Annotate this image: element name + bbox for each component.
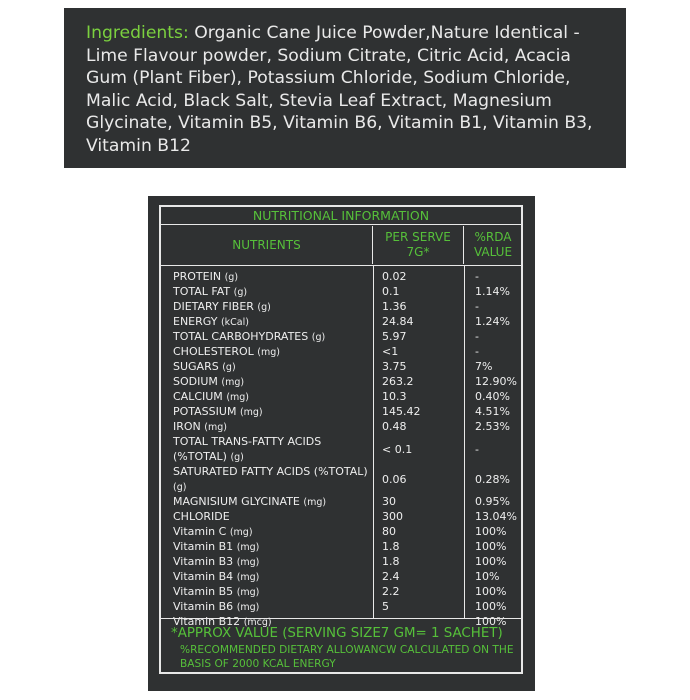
table-row xyxy=(161,269,521,284)
rda-value: 1.14% xyxy=(475,285,510,298)
nutrient-label: SODIUM xyxy=(173,375,218,388)
nutrient-name xyxy=(173,584,369,600)
per-serve-value: 263.2 xyxy=(382,375,414,388)
table-row xyxy=(161,389,521,404)
nutrient-label: Vitamin B12 xyxy=(173,615,241,628)
nutrient-name xyxy=(173,404,369,420)
nutrient-name xyxy=(173,299,369,315)
ingredients-label: Ingredients: xyxy=(86,23,189,43)
nutrient-unit: (g) xyxy=(230,452,244,463)
rda-value: - xyxy=(475,345,479,358)
rda-value: 100% xyxy=(475,540,507,553)
per-serve-value: 300 xyxy=(382,510,403,523)
table-row xyxy=(161,284,521,299)
nutrient-name xyxy=(173,464,369,495)
nutrition-panel xyxy=(148,196,535,691)
nutrient-label: MAGNISIUM GLYCINATE xyxy=(173,495,300,508)
rda-value: 1.24% xyxy=(475,315,510,328)
column-header-per-serve xyxy=(373,226,464,264)
nutrient-label: Vitamin B5 xyxy=(173,585,234,598)
nutrient-label: CHLORIDE xyxy=(173,510,230,523)
per-serve-value: 0.06 xyxy=(382,473,407,486)
per-serve-value: 2.2 xyxy=(382,585,400,598)
nutrient-name xyxy=(173,599,369,615)
rda-value: 12.90% xyxy=(475,375,517,388)
footer-divider xyxy=(161,618,521,619)
nutrient-label: CALCIUM xyxy=(173,390,223,403)
footnote-rda-basis: %RECOMMENDED DIETARY ALLOWANCW CALCULATED ON THE BASIS OF 2000 KCAL ENERGY xyxy=(180,644,514,670)
nutrient-name xyxy=(173,269,369,285)
per-serve-value: 80 xyxy=(382,525,396,538)
nutrient-label: IRON xyxy=(173,420,201,433)
per-serve-value: 0.48 xyxy=(382,420,407,433)
column-header-nutrients: NUTRIENTS xyxy=(161,226,373,264)
nutrient-name xyxy=(173,374,369,390)
nutrient-label: TOTAL FAT xyxy=(173,285,231,298)
rda-value: 2.53% xyxy=(475,420,510,433)
per-serve-value: 24.84 xyxy=(382,315,414,328)
per-serve-value: 5.97 xyxy=(382,330,407,343)
per-serve-value: 5 xyxy=(382,600,389,613)
rda-value: 100% xyxy=(475,600,507,613)
rda-value: 10% xyxy=(475,570,500,583)
ingredients-panel xyxy=(64,8,626,168)
nutrient-label: Vitamin C xyxy=(173,525,227,538)
per-serve-value: 0.1 xyxy=(382,285,400,298)
nutrient-label: SATURATED FATTY ACIDS (%TOTAL) xyxy=(173,465,368,478)
nutrient-label: Vitamin B1 xyxy=(173,540,234,553)
column-header-rda xyxy=(464,226,522,264)
nutrient-unit: (mg) xyxy=(236,602,260,613)
nutrient-unit: (g) xyxy=(173,482,187,493)
per-serve-value: <1 xyxy=(382,345,399,358)
table-row xyxy=(161,464,521,494)
nutrition-rows xyxy=(161,269,521,629)
rda-value: 4.51% xyxy=(475,405,510,418)
rda-value: - xyxy=(475,330,479,343)
nutrient-name xyxy=(173,569,369,585)
nutrient-name xyxy=(173,494,369,510)
table-row xyxy=(161,434,521,464)
nutrient-unit: (mg) xyxy=(226,392,250,403)
rda-value: - xyxy=(475,270,479,283)
nutrient-name xyxy=(173,524,369,540)
rda-value: 100% xyxy=(475,555,507,568)
rda-value: 100% xyxy=(475,585,507,598)
table-row xyxy=(161,584,521,599)
rda-value: - xyxy=(475,300,479,313)
table-row xyxy=(161,329,521,344)
nutrient-name xyxy=(173,434,369,465)
nutrient-name xyxy=(173,329,369,345)
nutrient-unit: (mg) xyxy=(257,347,280,358)
nutrient-unit: (mg) xyxy=(229,527,253,538)
rda-value: 13.04% xyxy=(475,510,517,523)
per-serve-value: < 0.1 xyxy=(382,443,413,456)
header-divider xyxy=(161,265,521,266)
table-row xyxy=(161,419,521,434)
nutrient-unit: (mg) xyxy=(236,572,260,583)
footnote-approx-value: *APPROX VALUE (SERVING SIZE7 GM= 1 SACHET) xyxy=(171,626,503,641)
nutrient-label: TOTAL CARBOHYDRATES xyxy=(173,330,309,343)
rda-value: 0.28% xyxy=(475,473,510,486)
nutrient-name xyxy=(173,509,369,525)
per-serve-value: 1.8 xyxy=(382,555,400,568)
table-row xyxy=(161,494,521,509)
nutrient-unit: (g) xyxy=(222,362,236,373)
nutrient-unit: (mcg) xyxy=(243,617,272,628)
table-row xyxy=(161,344,521,359)
nutrient-label: Vitamin B3 xyxy=(173,555,234,568)
nutrient-label: SUGARS xyxy=(173,360,219,373)
table-row xyxy=(161,509,521,524)
nutrient-label: POTASSIUM xyxy=(173,405,237,418)
column-header-rda-label: %RDA VALUE xyxy=(473,230,513,259)
rda-value: 0.95% xyxy=(475,495,510,508)
rda-value: 100% xyxy=(475,615,507,628)
nutrient-unit: (g) xyxy=(311,332,326,343)
rda-value: 0.40% xyxy=(475,390,510,403)
table-row xyxy=(161,554,521,569)
nutrient-label: DIETARY FIBER xyxy=(173,300,254,313)
per-serve-value: 1.8 xyxy=(382,540,400,553)
ingredients-text: Organic Cane Juice Powder,Nature Identical - Lime Flavour powder, Sodium Citrate, Citric Acid, Acacia Gum (Plant Fiber), Potassium Chloride, Sodium Chloride, Malic Acid, Black Salt, Stevia Leaf Extract, Magnesium Glycinate, Vitamin B5, Vitamin B6, Vitamin B1, Vitamin B3, Vitamin B12 xyxy=(86,23,593,156)
rda-value: 7% xyxy=(475,360,493,373)
nutrient-name xyxy=(173,314,369,330)
nutrient-label: CHOLESTEROL xyxy=(173,345,254,358)
nutrition-title: NUTRITIONAL INFORMATION xyxy=(161,207,521,225)
rda-value: 100% xyxy=(475,525,507,538)
nutrient-name xyxy=(173,419,369,435)
nutrient-label: TOTAL TRANS-FATTY ACIDS (%TOTAL) xyxy=(173,435,322,463)
column-header-per-serve-label: PER SERVE 7G* xyxy=(385,230,451,259)
nutrient-unit: (mg) xyxy=(236,587,260,598)
nutrient-unit: (g) xyxy=(233,287,248,298)
nutrient-unit: (mg) xyxy=(239,407,263,418)
nutrient-unit: (mg) xyxy=(204,422,227,433)
nutrient-label: Vitamin B4 xyxy=(173,570,234,583)
nutrient-label: ENERGY xyxy=(173,315,218,328)
nutrition-table xyxy=(159,205,523,674)
table-row xyxy=(161,314,521,329)
nutrient-unit: (g) xyxy=(224,272,239,283)
nutrient-name xyxy=(173,359,369,375)
per-serve-value: 145.42 xyxy=(382,405,421,418)
per-serve-value: 3.75 xyxy=(382,360,407,373)
per-serve-value: 0.02 xyxy=(382,270,407,283)
table-row xyxy=(161,299,521,314)
table-row xyxy=(161,359,521,374)
nutrient-name xyxy=(173,284,369,300)
per-serve-value: 10.3 xyxy=(382,390,407,403)
nutrient-label: PROTEIN xyxy=(173,270,222,283)
nutrient-unit: (mg) xyxy=(236,557,260,568)
nutrient-unit: (mg) xyxy=(236,542,260,553)
table-row xyxy=(161,404,521,419)
nutrient-unit: (mg) xyxy=(303,497,327,508)
per-serve-value: 1.36 xyxy=(382,300,407,313)
nutrient-name xyxy=(173,344,369,360)
table-row xyxy=(161,539,521,554)
nutrient-label: Vitamin B6 xyxy=(173,600,234,613)
table-row xyxy=(161,599,521,614)
rda-value: - xyxy=(475,443,479,456)
per-serve-value: 30 xyxy=(382,495,396,508)
nutrient-name xyxy=(173,539,369,555)
per-serve-value: 2.4 xyxy=(382,570,400,583)
table-row xyxy=(161,569,521,584)
nutrient-unit: (g) xyxy=(257,302,271,313)
nutrient-unit: (mg) xyxy=(221,377,245,388)
nutrient-unit: (kCal) xyxy=(220,317,249,328)
nutrient-name xyxy=(173,389,369,405)
table-row xyxy=(161,524,521,539)
table-row xyxy=(161,374,521,389)
nutrient-name xyxy=(173,554,369,570)
